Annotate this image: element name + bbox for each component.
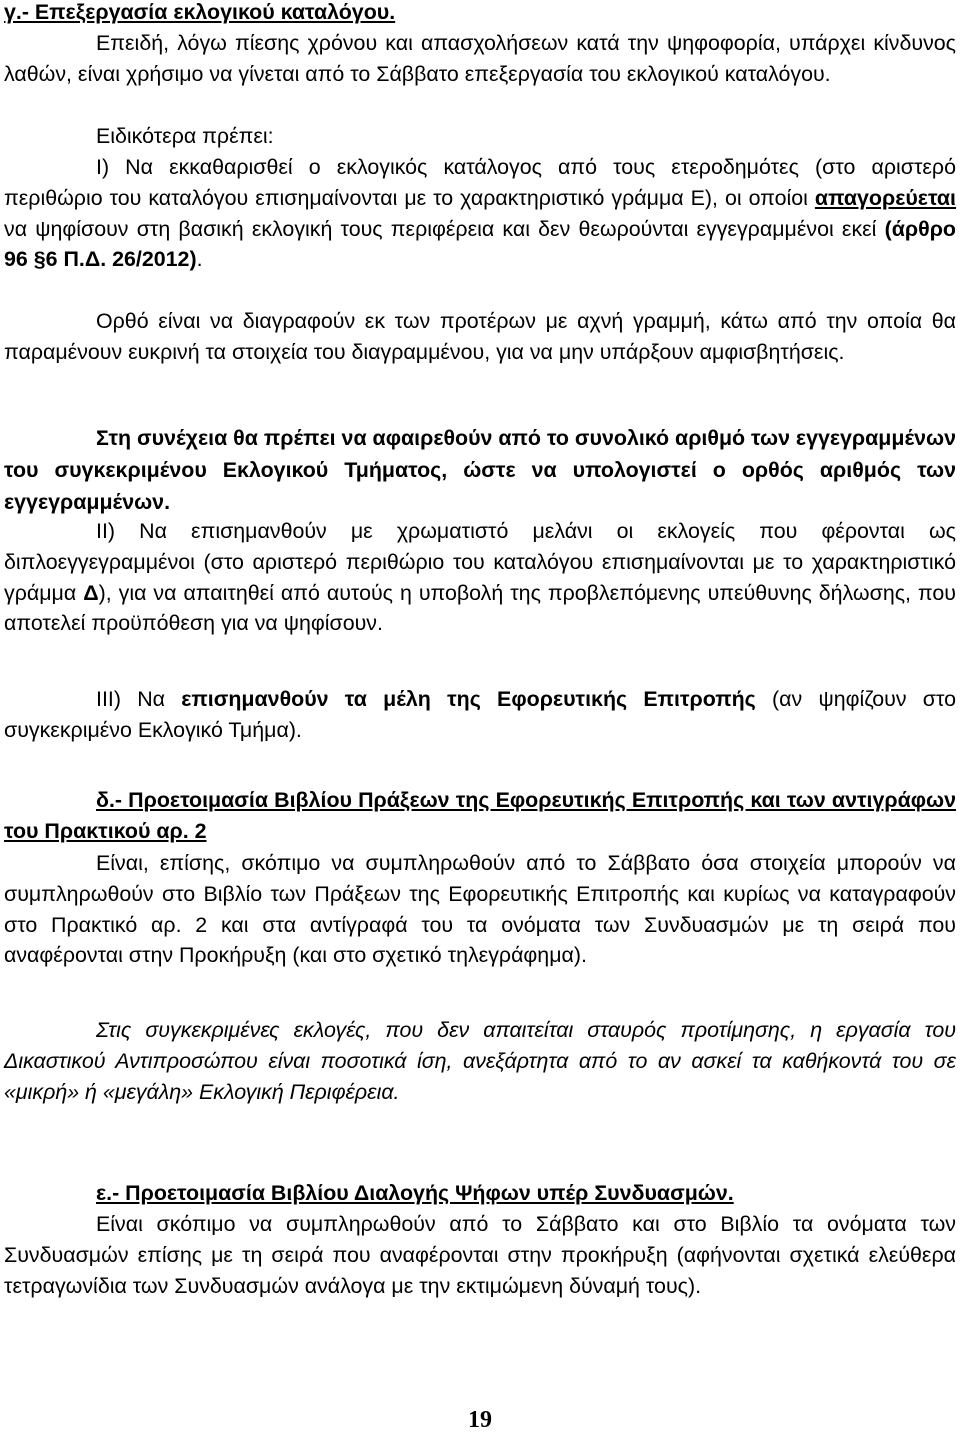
section-d-body: Είναι, επίσης, σκόπιμο να συμπληρωθούν από το Σάββατο όσα στοιχεία μπορούν να συμπληρωθούν στο Βιβλίο των Πράξεων της Εφορευτικής Επιτροπής και κυρίως να καταγραφούν στο Πρακτικό αρ. 2 και στα αντίγραφά του τα ονόματα των Συνδυασμών με τη σειρά που αναφέρονται στην Προκήρυξη (και στο σχετικό τηλεγράφημα). — [4, 851, 956, 968]
delta-letter: Δ — [83, 580, 99, 605]
specifically-label: Ειδικότερα πρέπει: — [96, 124, 274, 148]
strike-note-paragraph: Ορθό είναι να διαγραφούν εκ των προτέρων με αχνή γραμμή, κάτω από την οποία θα παραμένουν ευκρινή τα στοιχεία του διαγραμμένου, για να μην υπάρξουν αμφισβητήσεις. — [4, 309, 956, 364]
section-e-heading: ε.- Προετοιμασία Βιβλίου Διαλογής Ψήφων υπέρ Συνδυασμών. — [96, 1181, 734, 1205]
committee-members-emphasis: επισημανθούν τα μέλη της Εφορευτικής Επιτροπής — [181, 687, 756, 711]
section-g-intro: Επειδή, λόγω πίεσης χρόνου και απασχολήσεων κατά την ψηφοφορία, υπάρχει κίνδυνος λαθών, είναι χρήσιμο να γίνεται από το Σάββατο επεξεργασία του εκλογικού καταλόγου. — [4, 31, 956, 86]
article-reference: (άρθρο 96 §6 Π.Δ. 26/2012) — [4, 216, 956, 272]
item-3-paragraph: ΙΙΙ) Να επισημανθούν τα μέλη της Εφορευτικής Επιτροπής (αν ψηφίζουν στο συγκεκριμένο Εκλογικό Τμήμα). — [4, 687, 956, 742]
page-number: 19 — [468, 1407, 492, 1433]
subtract-note-paragraph: Στη συνέχεια θα πρέπει να αφαιρεθούν από το συνολικό αριθμό των εγγεγραμμένων του συγκεκριμένου Εκλογικού Τμήματος, ώστε να υπολογιστεί ο ορθός αριθμός των εγγεγραμμένων. — [4, 426, 956, 514]
section-e-body: Είναι σκόπιμο να συμπληρωθούν από το Σάββατο και στο Βιβλίο τα ονόματα των Συνδυασμών επίσης με τη σειρά που αναφέρονται στην προκήρυξη (αφήνονται σχετικά ελεύθερα τετραγωνίδια των Συνδυασμών ανάλογα με την εκτιμώμενη δύναμή τους). — [4, 1212, 956, 1298]
item-2-paragraph: ΙΙ) Να επισημανθούν με χρωματιστό μελάνι οι εκλογείς που φέρονται ως διπλοεγγεγραμμένοι (στο αριστερό περιθώριο του καταλόγου επισημαίνονται με το χαρακτηριστικό γράμμα Δ), για να απαιτηθεί από αυτούς η υποβολή της προβλεπόμενης υπεύθυνης δήλωσης, που αποτελεί προϋπόθεση για να ψηφίσουν. — [4, 519, 956, 636]
section-g-heading: γ.- Επεξεργασία εκλογικού καταλόγου. — [4, 0, 396, 24]
prohibited-emphasis: απαγορεύεται — [814, 185, 956, 210]
section-d-heading: δ.- Προετοιμασία Βιβλίου Πράξεων της Εφορευτικής Επιτροπής και των αντιγράφων του Πρακτικού αρ. 2 — [4, 788, 956, 843]
section-d-italic-note: Στις συγκεκριμένες εκλογές, που δεν απαιτείται σταυρός προτίμησης, η εργασία του Δικαστικού Αντιπροσώπου είναι ποσοτικά ίση, ανεξάρτητα από το αν ασκεί τα καθήκοντά του σε «μικρή» ή «μεγάλη» Εκλογική Περιφέρεια. — [4, 1018, 956, 1104]
item-1-paragraph: Ι) Να εκκαθαρισθεί ο εκλογικός κατάλογος από τους ετεροδημότες (στο αριστερό περιθώριο του καταλόγου επισημαίνονται με το χαρακτηριστικό γράμμα Ε), οι οποίοι απαγορεύεται να ψηφίσουν στη βασική εκλογική τους περιφέρεια και δεν θεωρούνται εγγεγραμμένοι εκεί (άρθρο 96 §6 Π.Δ. 26/2012). — [4, 155, 956, 272]
